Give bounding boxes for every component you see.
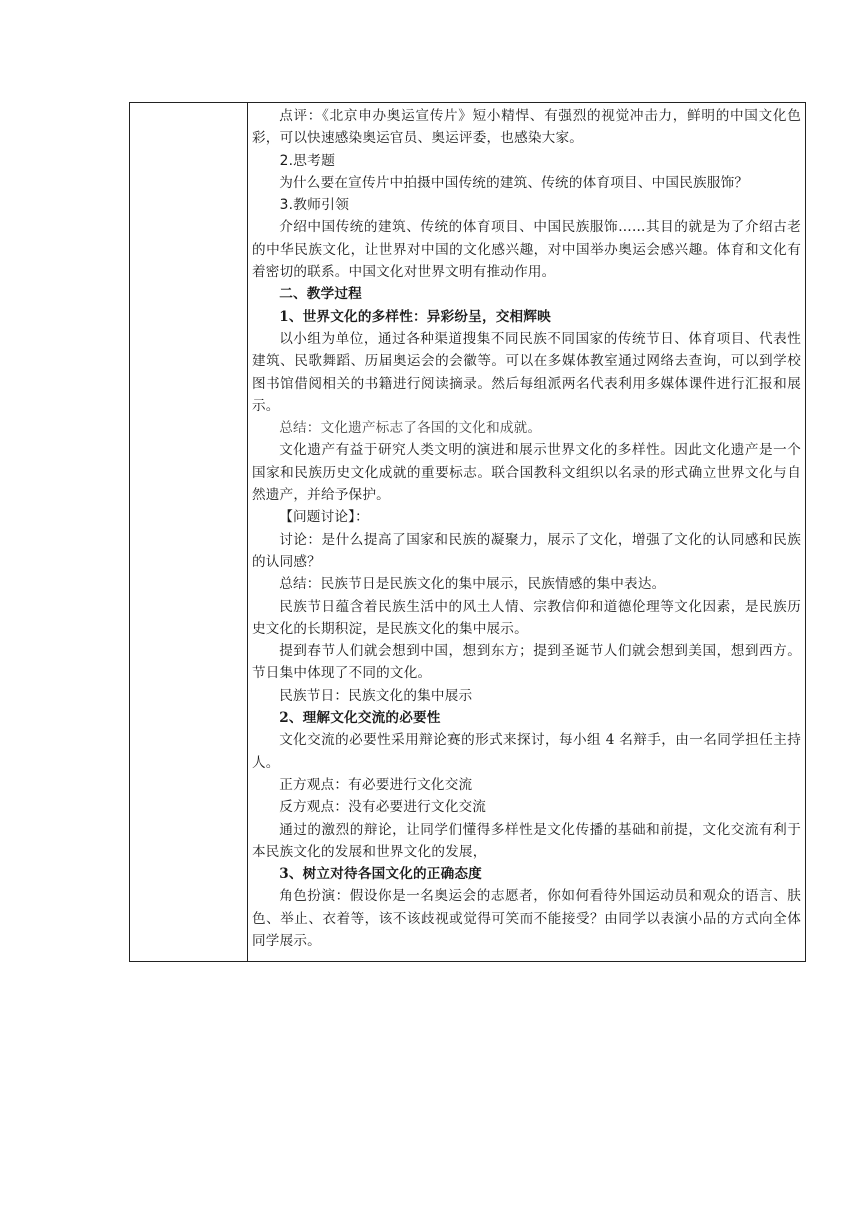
summary-heritage: 总结：文化遗产标志了各国的文化和成就。 (279, 420, 542, 437)
column-divider (247, 103, 248, 961)
debate-paragraph: 文化交流的必要性采用辩论赛的形式来探讨，每小组 4 名辩手，由一名同学担任主持人。 (252, 732, 801, 771)
festival-short: 民族节日：民族文化的集中展示 (279, 687, 473, 704)
teacher-paragraph: 介绍中国传统的建筑、传统的体育项目、中国民族服饰……其目的就是为了介绍古老的中华民族文化，让世界对中国的文化感兴趣，对中国举办奥运会感兴趣。体育和文化有着密切的联系。中国文化对世界文明有推动作用。 (252, 219, 801, 281)
lesson-table (129, 102, 806, 962)
summary-festival: 总结：民族节日是民族文化的集中展示，民族情感的集中表达。 (279, 576, 666, 593)
heading-diversity: 1、世界文化的多样性：异彩纷呈，交相辉映 (279, 308, 551, 325)
con-view: 反方观点：没有必要进行文化交流 (279, 799, 487, 816)
heritage-paragraph: 文化遗产有益于研究人类文明的演进和展示世界文化的多样性。因此文化遗产是一个国家和民族历史文化成就的重要标志。联合国教科文组织以名录的形式确立世界文化与自然遗产，并给予保护。 (252, 442, 801, 504)
think-question: 为什么要在宣传片中拍摄中国传统的建筑、传统的体育项目、中国民族服饰？ (279, 174, 749, 191)
heading-exchange: 2、理解文化交流的必要性 (279, 710, 441, 727)
conclusion-paragraph: 通过的激烈的辩论，让同学们懂得多样性是文化传播的基础和前提，文化交流有利于本民族文化的发展和世界文化的发展， (252, 821, 801, 860)
heading-teacher: 3.教师引领 (279, 197, 350, 214)
heading-think: 2.思考题 (279, 152, 336, 169)
lesson-content-cell (252, 105, 801, 952)
discussion-title: 【问题讨论】： (279, 509, 369, 526)
heading-process: 二、教学过程 (279, 286, 362, 303)
heading-attitude: 3、树立对待各国文化的正确态度 (279, 866, 482, 883)
pro-view: 正方观点：有必要进行文化交流 (279, 776, 473, 793)
festival-paragraph: 民族节日蕴含着民族生活中的风土人情、宗教信仰和道德伦理等文化因素，是民族历史文化的长期积淀，是民族文化的集中展示。 (252, 598, 801, 637)
comment-paragraph: 点评：《北京申办奥运宣传片》短小精悍、有强烈的视觉冲击力，鲜明的中国文化色彩，可以快速感染奥运官员、奥运评委，也感染大家。 (252, 108, 801, 147)
group-task-paragraph: 以小组为单位，通过各种渠道搜集不同民族不同国家的传统节日、体育项目、代表性建筑、民歌舞蹈、历届奥运会的会徽等。可以在多媒体教室通过网络去查询，可以到学校图书馆借阅相关的书籍进行阅读摘录。然后每组派两名代表利用多媒体课件进行汇报和展示。 (252, 330, 801, 414)
discussion-paragraph: 讨论：是什么提高了国家和民族的凝聚力，展示了文化，增强了文化的认同感和民族的认同感？ (252, 531, 801, 570)
roleplay-paragraph: 角色扮演：假设你是一名奥运会的志愿者，你如何看待外国运动员和观众的语言、肤色、举止、衣着等，该不该歧视或觉得可笑而不能接受？由同学以表演小品的方式向全体同学展示。 (252, 888, 801, 949)
spring-festival-paragraph: 提到春节人们就会想到中国，想到东方；提到圣诞节人们就会想到美国，想到西方。节日集中体现了不同的文化。 (252, 643, 801, 682)
